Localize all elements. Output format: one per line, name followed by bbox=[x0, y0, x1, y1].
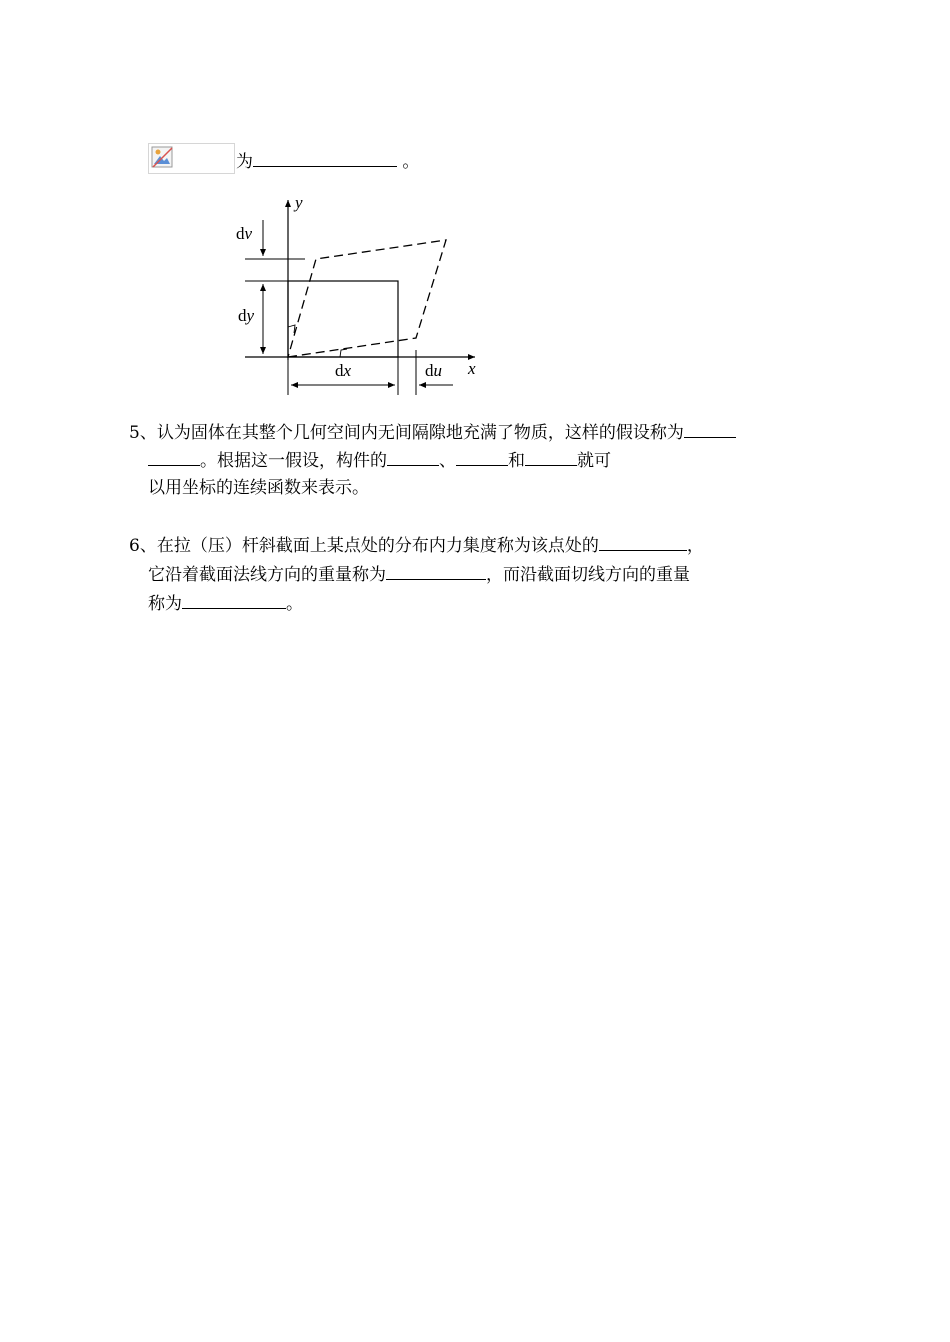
q6-line-1 bbox=[129, 532, 704, 558]
q6-line-2 bbox=[148, 561, 690, 587]
q5-text-2a: 。根据这一假设，构件的 bbox=[200, 451, 387, 471]
q4-text-after: 。 bbox=[397, 152, 420, 172]
angle-mark-x bbox=[340, 349, 347, 357]
dy-label: dy bbox=[238, 306, 255, 325]
q5-text-2b: 、 bbox=[439, 451, 456, 471]
q5-blank-1a[interactable] bbox=[684, 419, 736, 438]
q5-line-1 bbox=[129, 419, 736, 445]
q5-text-1: 5、认为固体在其整个几何空间内无间隔隙地充满了物质，这样的假设称为 bbox=[129, 423, 684, 443]
q6-text-1-end: ， bbox=[686, 536, 704, 556]
deformation-diagram bbox=[225, 190, 485, 400]
dx-label: dx bbox=[335, 361, 352, 380]
q6-text-3a: 称为 bbox=[148, 594, 182, 614]
deformed-element bbox=[288, 240, 446, 357]
q6-blank-3[interactable] bbox=[182, 590, 286, 609]
y-axis-label: y bbox=[295, 193, 303, 212]
q5-line-3 bbox=[148, 476, 369, 500]
original-element bbox=[288, 281, 398, 357]
q5-blank-3[interactable] bbox=[456, 447, 508, 466]
q5-text-2d: 就可 bbox=[577, 451, 611, 471]
q5-text-3: 以用坐标的连续函数来表示。 bbox=[148, 478, 369, 498]
dv-label: dv bbox=[236, 224, 253, 243]
broken-image-placeholder bbox=[148, 143, 235, 174]
angle-mark-y bbox=[288, 325, 295, 333]
q6-blank-1[interactable] bbox=[599, 532, 687, 551]
q4-blank[interactable] bbox=[253, 148, 397, 167]
q6-text-2b: ，而沿截面切线方向的重量 bbox=[486, 565, 690, 585]
q5-blank-2[interactable] bbox=[387, 447, 439, 466]
q6-line-3 bbox=[148, 590, 303, 616]
broken-image-icon bbox=[151, 146, 173, 168]
q6-text-1: 6、在拉（压）杆斜截面上某点处的分布内力集度称为该点处的 bbox=[129, 536, 599, 556]
q6-text-2a: 它沿着截面法线方向的重量称为 bbox=[148, 565, 386, 585]
q4-text-before: 为 bbox=[236, 152, 253, 172]
q5-line-2 bbox=[148, 447, 611, 473]
q5-text-2c: 和 bbox=[508, 451, 525, 471]
q4-answer-line bbox=[236, 148, 419, 174]
x-axis-label: x bbox=[468, 359, 476, 378]
q5-blank-4[interactable] bbox=[525, 447, 577, 466]
du-label: du bbox=[425, 361, 442, 380]
q5-blank-1b[interactable] bbox=[148, 447, 200, 466]
q6-blank-2[interactable] bbox=[386, 561, 486, 580]
q6-text-3b: 。 bbox=[286, 594, 303, 614]
